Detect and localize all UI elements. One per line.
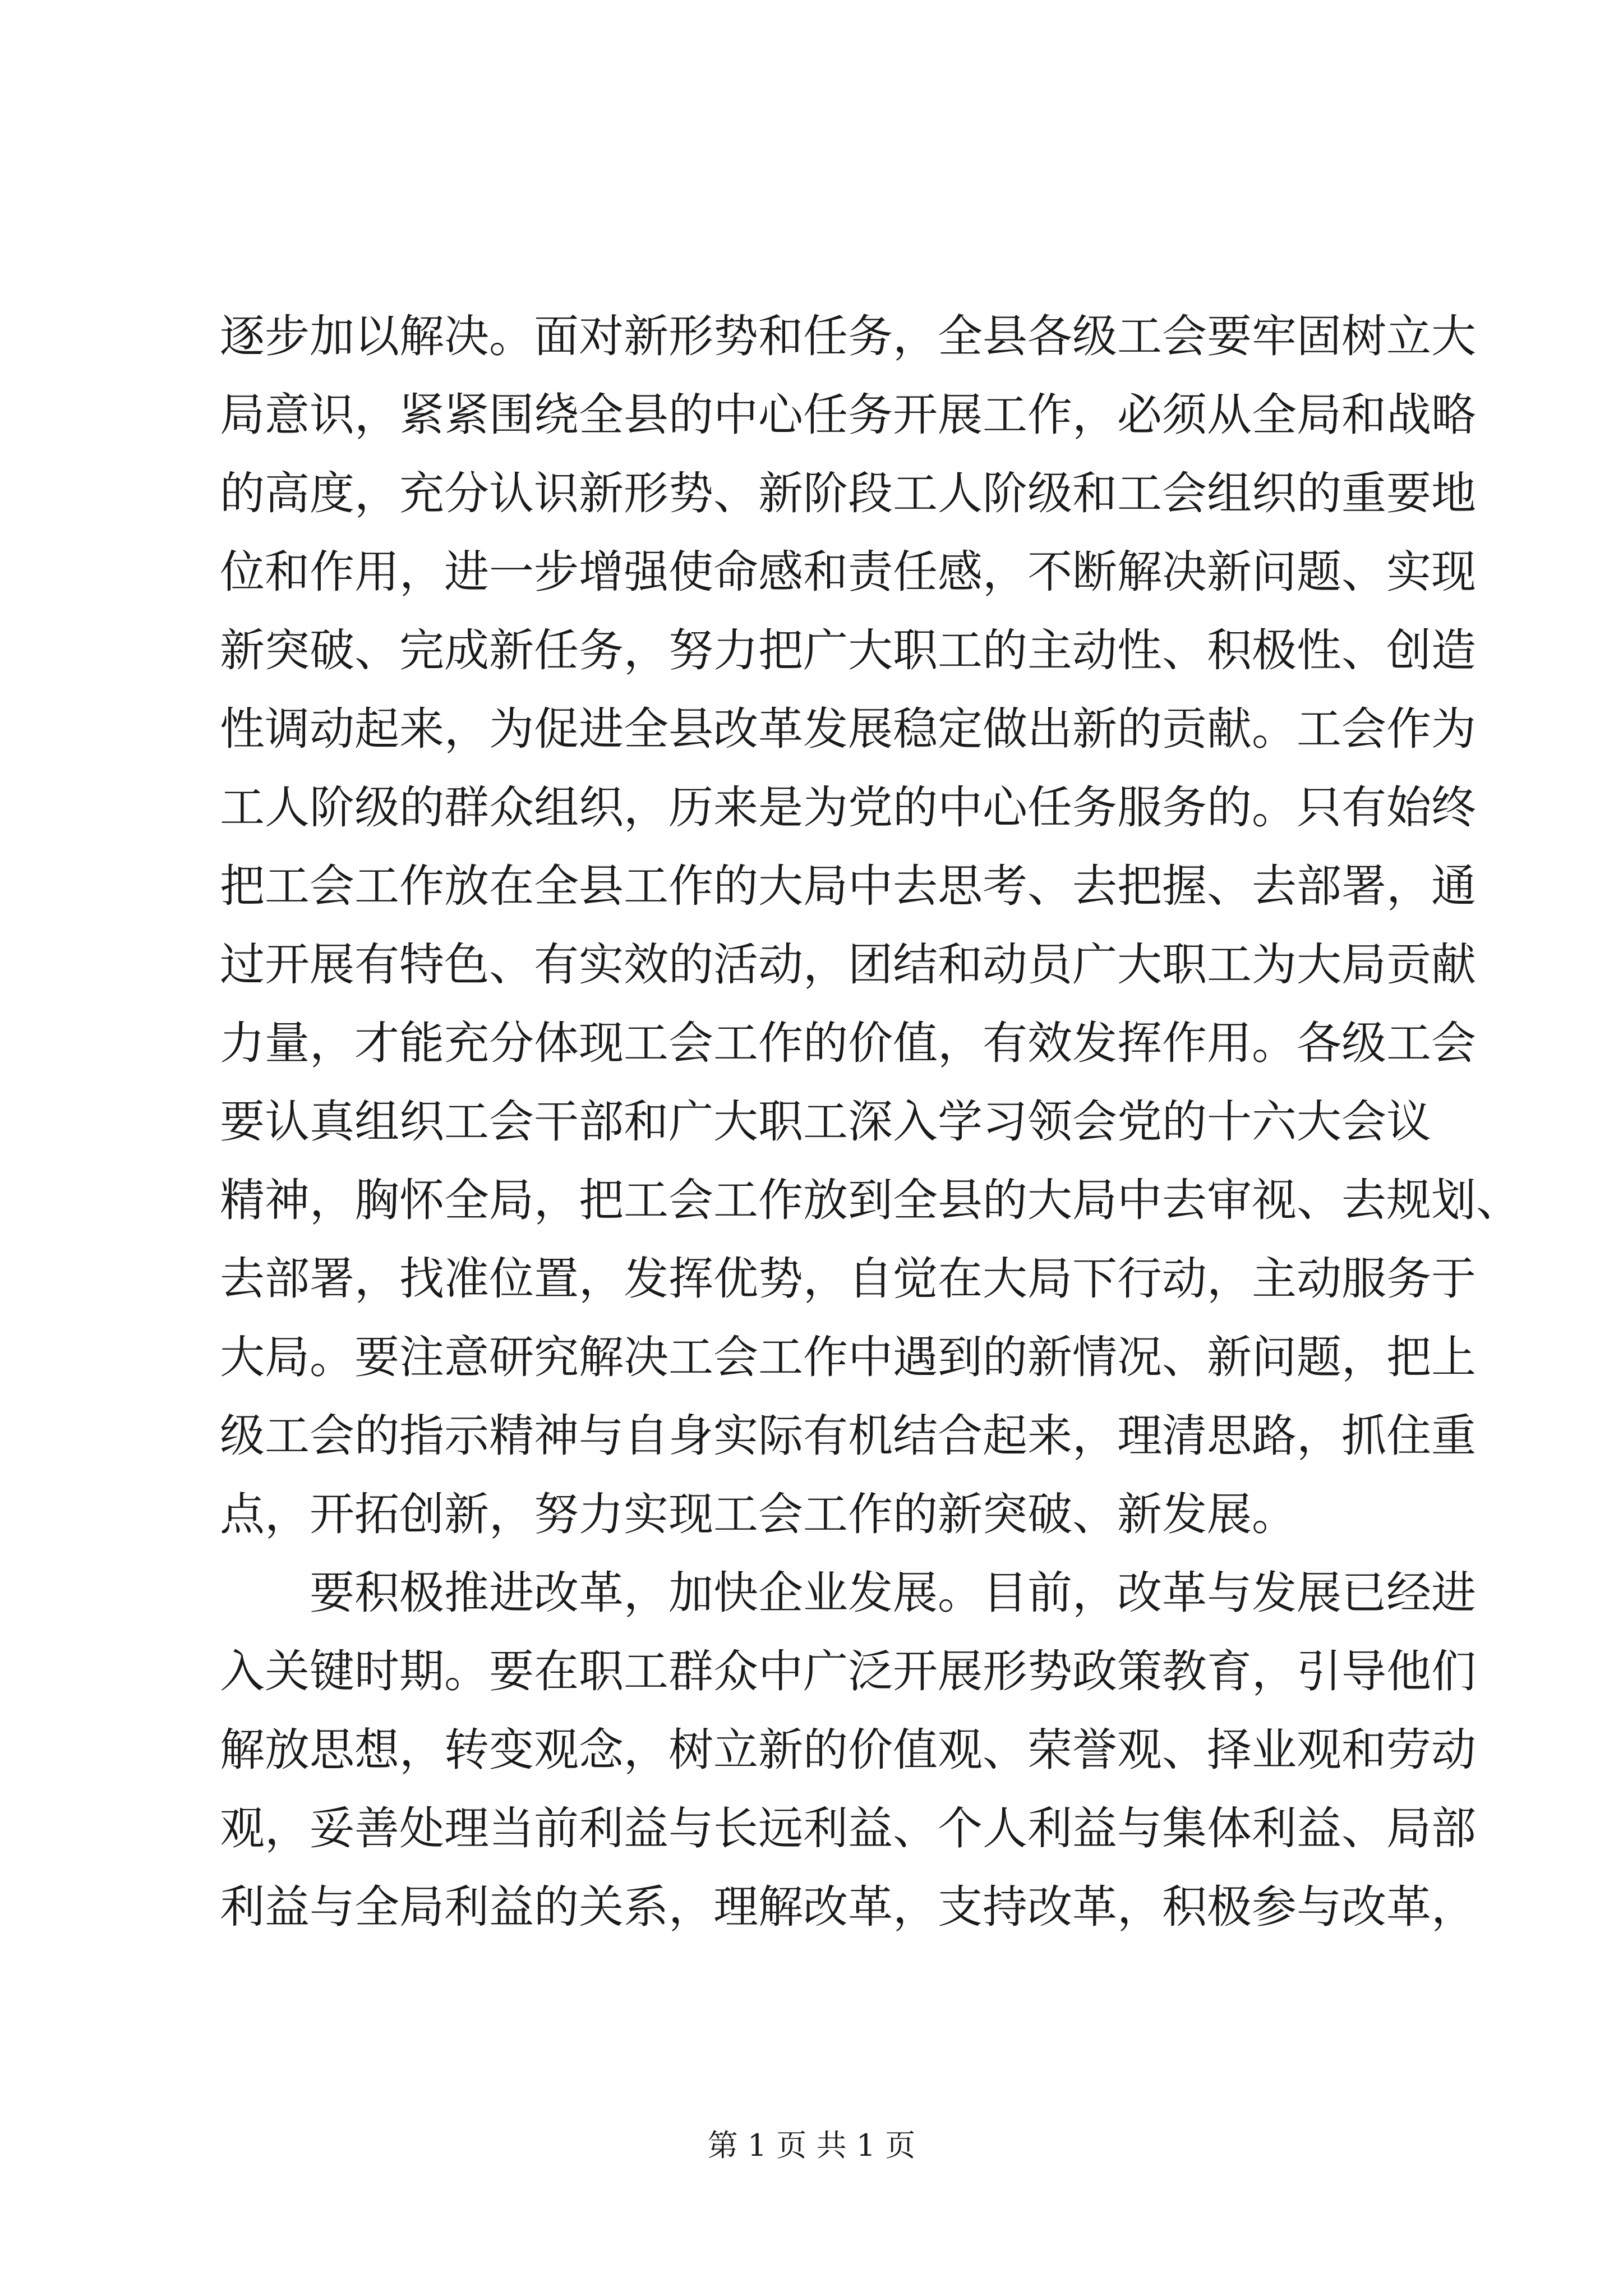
paragraph-1-line-11: 要认真组织工会干部和广大职工深入学习领会党的十六大会议 [220,1096,1431,1148]
paragraph-1-line-1: 逐步加以解决。面对新形势和任务，全县各级工会要牢固树立大 [220,310,1476,362]
paragraph-2-line-4: 观，妥善处理当前利益与长远利益、个人利益与集体利益、局部 [220,1802,1476,1855]
paragraph-1-line-15: 级工会的指示精神与自身实际有机结合起来，理清思路，抓住重 [220,1410,1476,1462]
paragraph-1-line-16: 点，开拓创新，努力实现工会工作的新突破、新发展。 [220,1488,1297,1540]
paragraph-1-line-13: 去部署，找准位置，发挥优势，自觉在大局下行动，主动服务于 [220,1253,1476,1305]
paragraph-1-line-7: 工人阶级的群众组织，历来是为党的中心任务服务的。只有始终 [220,781,1476,834]
paragraph-1-line-6: 性调动起来，为促进全县改革发展稳定做出新的贡献。工会作为 [220,703,1476,755]
paragraph-2-line-2: 入关键时期。要在职工群众中广泛开展形势政策教育，引导他们 [220,1645,1476,1697]
paragraph-1-line-12: 精神，胸怀全局，把工会工作放到全县的大局中去审视、去规划、 [220,1174,1521,1226]
paragraph-1-line-9: 过开展有特色、有实效的活动，团结和动员广大职工为大局贡献 [220,938,1476,991]
page-number: 第 1 页 共 1 页 [707,2128,916,2163]
paragraph-2-line-3: 解放思想，转变观念，树立新的价值观、荣誉观、择业观和劳动 [220,1724,1476,1776]
page-footer [0,2126,1623,2165]
paragraph-1-line-3: 的高度，充分认识新形势、新阶段工人阶级和工会组织的重要地 [220,467,1476,519]
paragraph-2-line-5: 利益与全局利益的关系，理解改革，支持改革，积极参与改革， [220,1881,1476,1933]
paragraph-1-line-5: 新突破、完成新任务，努力把广大职工的主动性、积极性、创造 [220,624,1476,677]
paragraph-2-line-1: 要积极推进改革，加快企业发展。目前，改革与发展已经进 [310,1567,1476,1619]
paragraph-1-line-4: 位和作用，进一步增强使命感和责任感，不断解决新问题、实现 [220,546,1476,598]
body-text [220,297,1521,1947]
paragraph-1-line-2: 局意识，紧紧围绕全县的中心任务开展工作，必须从全局和战略 [220,389,1476,441]
paragraph-1-line-14: 大局。要注意研究解决工会工作中遇到的新情况、新问题，把上 [220,1331,1476,1383]
paragraph-1-line-10: 力量，才能充分体现工会工作的价值，有效发挥作用。各级工会 [220,1017,1476,1069]
paragraph-1-line-8: 把工会工作放在全县工作的大局中去思考、去把握、去部署，通 [220,860,1476,912]
